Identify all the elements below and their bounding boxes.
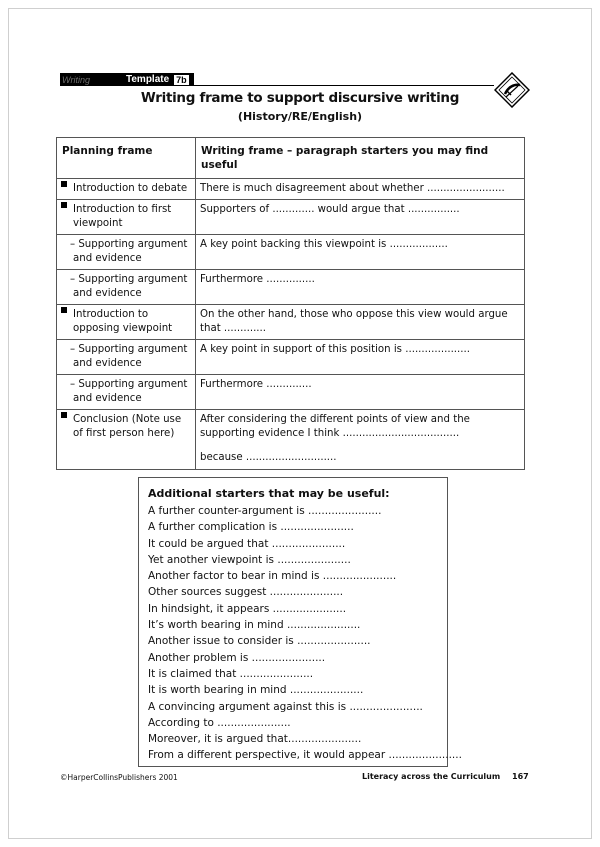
- starter-item: Another problem is ......................: [148, 651, 326, 664]
- copyright-notice: ©HarperCollinsPublishers 2001: [60, 773, 178, 782]
- frame-cell: On the other hand, those who oppose this view would argue that .............: [196, 305, 525, 340]
- section-label: Writing: [62, 74, 91, 85]
- page-title: Writing frame to support discursive writing: [140, 90, 460, 106]
- table-row: [57, 235, 525, 270]
- frame-cell: Supporters of ............. would argue that ................: [196, 200, 525, 235]
- table-row: [57, 179, 525, 200]
- frame-cell: There is much disagreement about whether ........................: [196, 179, 525, 200]
- table-row: [57, 375, 525, 410]
- header-rule: [194, 85, 494, 86]
- starter-item: It is claimed that ......................: [148, 667, 314, 680]
- bullet-icon: [61, 181, 67, 187]
- starter-item: A further complication is ......................: [148, 521, 354, 534]
- plan-cell: Introduction to first viewpoint: [73, 204, 172, 229]
- plan-cell: Introduction to debate: [73, 183, 188, 194]
- starter-item: According to ......................: [148, 716, 291, 729]
- table-row: [57, 270, 525, 305]
- starter-item: It’s worth bearing in mind ......................: [148, 619, 361, 632]
- frame-cell: Furthermore ...............: [196, 270, 525, 305]
- table-row: [57, 200, 525, 235]
- table-row: [57, 305, 525, 340]
- additional-starters-box: [138, 477, 462, 767]
- starter-item: A further counter-argument is ......................: [148, 505, 382, 517]
- plan-cell: – Supporting argument and evidence: [70, 239, 188, 264]
- frame-cell: A key point backing this viewpoint is ..................: [196, 235, 525, 270]
- starter-item: Yet another viewpoint is ......................: [148, 553, 351, 566]
- frame-cell-extra: because ............................: [200, 452, 337, 463]
- template-label: Template: [126, 74, 170, 85]
- plan-cell: Conclusion (Note use of first person here): [73, 414, 182, 439]
- plan-cell: – Supporting argument and evidence: [70, 344, 188, 369]
- starter-item: It is worth bearing in mind ......................: [148, 684, 364, 697]
- starter-item: Moreover, it is argued that......................: [148, 733, 362, 746]
- starter-item: Another factor to bear in mind is ......................: [148, 570, 397, 583]
- col-header-planning: Planning frame: [57, 138, 196, 179]
- starter-item: Another issue to consider is ......................: [148, 635, 371, 648]
- book-title: Literacy across the Curriculum: [362, 772, 501, 781]
- bullet-icon: [61, 307, 67, 313]
- starter-item: Other sources suggest ......................: [148, 586, 344, 599]
- table-row: [57, 410, 525, 470]
- plan-cell: Introduction to opposing viewpoint: [73, 309, 173, 334]
- template-number: 7b: [173, 74, 190, 86]
- frame-cell: After considering the different points of view and the supporting evidence I think ....................................: [200, 414, 470, 439]
- starter-item: In hindsight, it appears ......................: [148, 602, 347, 615]
- starters-title: Additional starters that may be useful:: [148, 487, 390, 500]
- page-number: 167: [512, 772, 529, 781]
- plan-cell: – Supporting argument and evidence: [70, 274, 188, 299]
- table-header-row: [57, 138, 525, 179]
- frame-cell: A key point in support of this position is ....................: [196, 340, 525, 375]
- starter-item: From a different perspective, it would appear ......................: [148, 749, 462, 762]
- template-header-band: [60, 73, 194, 86]
- col-header-writing: Writing frame – paragraph starters you may find useful: [196, 138, 525, 179]
- page-subtitle: (History/RE/English): [237, 110, 363, 123]
- bullet-icon: [61, 412, 67, 418]
- bullet-icon: [61, 202, 67, 208]
- starter-item: A convincing argument against this is ......................: [148, 700, 423, 713]
- table-row: [57, 340, 525, 375]
- plan-cell: – Supporting argument and evidence: [70, 379, 188, 404]
- frame-cell: Furthermore ..............: [196, 375, 525, 410]
- writing-frame-table: [56, 137, 525, 470]
- starter-item: It could be argued that ......................: [148, 537, 346, 550]
